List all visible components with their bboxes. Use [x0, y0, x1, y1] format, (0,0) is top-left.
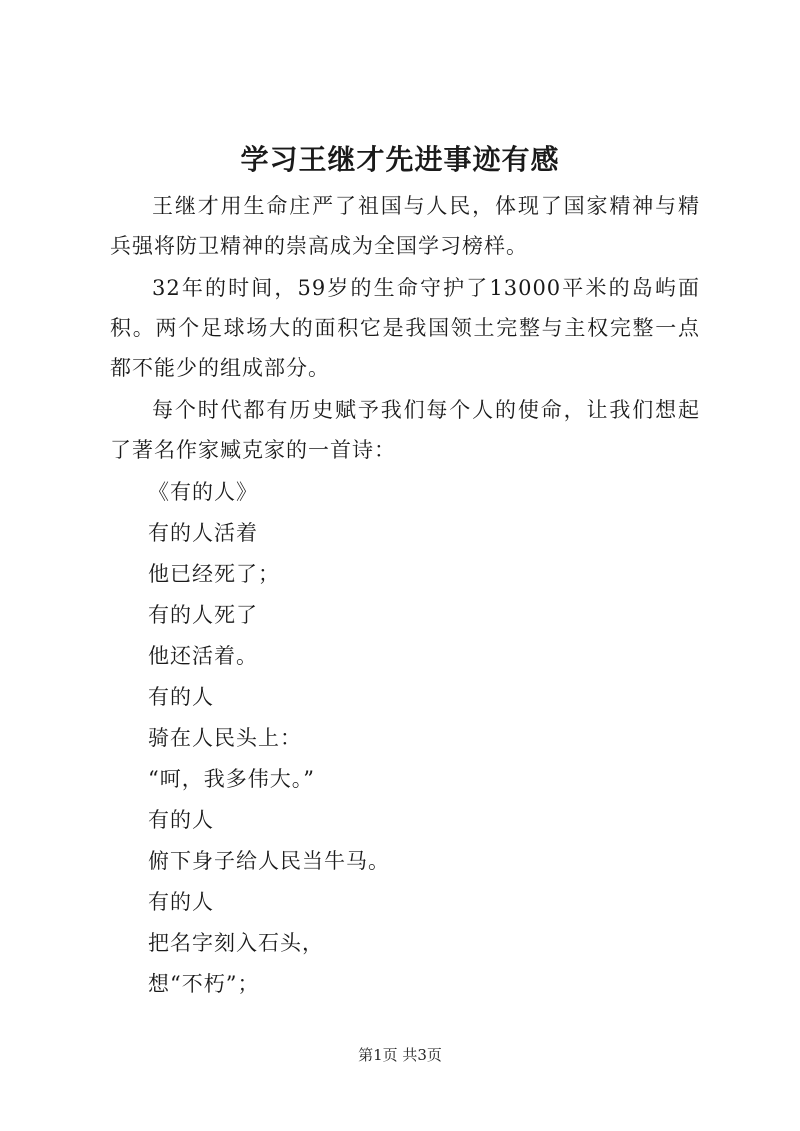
document-title: 学习王继才先进事迹有感 [240, 143, 560, 176]
poem-line: 有的人死了 [148, 603, 258, 627]
poem-line: 骑在人民头上： [148, 726, 302, 750]
poem-line: 有的人 [148, 685, 214, 709]
paragraph-1: 王继才用生命庄严了祖国与人民，体现了国家精神与精兵强将防卫精神的崇高成为全国学习榜样。 [110, 194, 700, 258]
poem-line: 他已经死了； [148, 562, 280, 586]
poem-line: “呵，我多伟大。” [148, 767, 315, 791]
paragraph-2: 32年的时间，59岁的生命守护了13000平米的岛屿面积。两个足球场大的面积它是我国领土完整与主权完整一点都不能少的组成部分。 [110, 276, 700, 380]
poem-line: 把名字刻入石头， [148, 931, 324, 955]
paragraph-3: 每个时代都有历史赋予我们每个人的使命，让我们想起了著名作家臧克家的一首诗： [110, 398, 700, 462]
poem [110, 472, 700, 1004]
poem-line: 想“不朽”； [148, 972, 260, 996]
poem-line: 有的人活着 [148, 521, 258, 545]
document-body [110, 186, 700, 1005]
poem-line: 俯下身子给人民当牛马。 [148, 849, 390, 873]
poem-line: 他还活着。 [148, 644, 258, 668]
poem-line: 有的人 [148, 890, 214, 914]
page-number-footer: 第1页 共3页 [358, 1046, 442, 1064]
poem-line: 有的人 [148, 808, 214, 832]
poem-title: 《有的人》 [148, 480, 258, 504]
